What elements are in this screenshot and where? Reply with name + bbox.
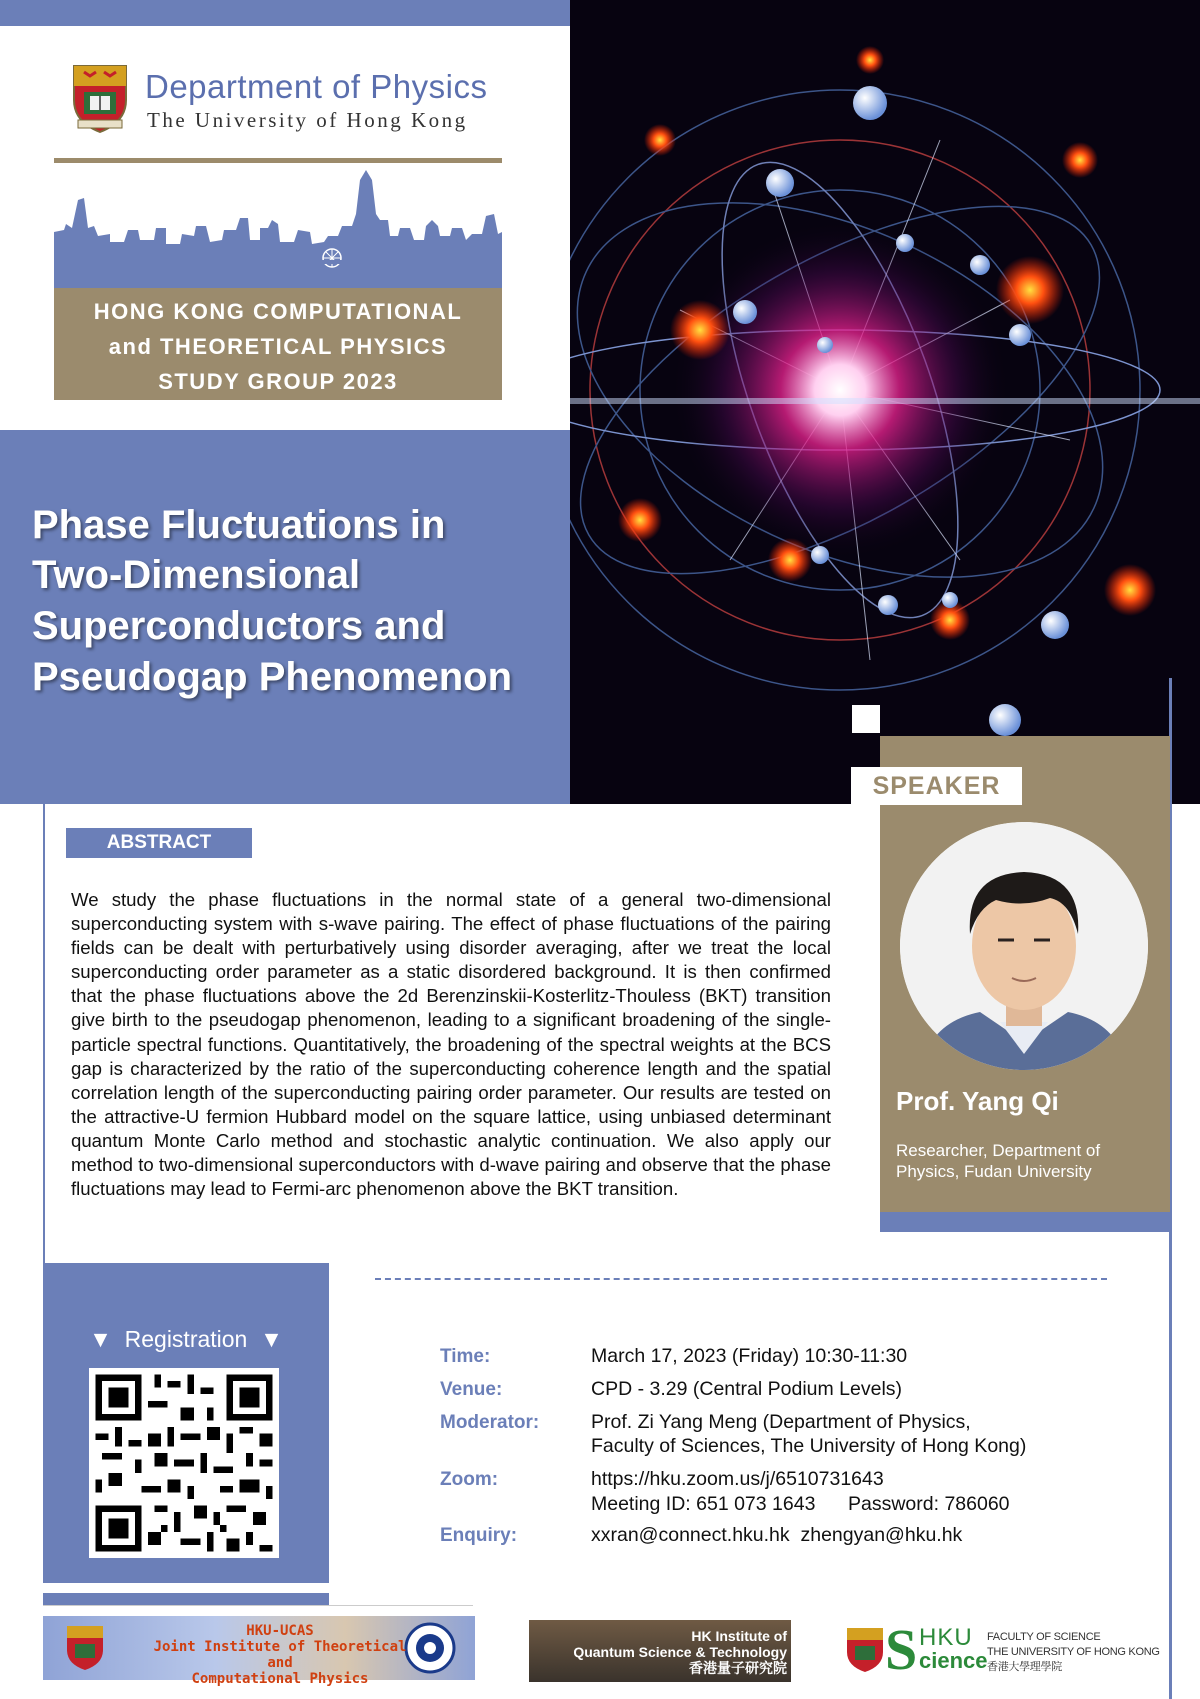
hku-ucas-logo-text bbox=[150, 1623, 410, 1687]
talk-title-line: Two-Dimensional bbox=[32, 553, 361, 597]
abstract-text: We study the phase fluctuations in the normal state of a general two-dimensional superconducting system with s-wave pairing. The effect of phase fluctuations of the pairing fields can be dealt with perturbatively using disorder averaging, after we treat the local superconducting order parameter as a static disordered background. It is then confirmed that the phase fluctuations above the 2d Berenzinskii-Kosterlitz-Thouless (BKT) transition give birth to the pseudogap phenomenon, leading to a significant broadening of the single-particle spectral functions. Quantitatively, the broadening of the spectral weights at the BCS gap is characterized by the ratio of the superconducting coherence length and the spatial correlation length of the superconducting pairing order parameter. Our results are tested on the attractive-U fermion Hubbard model on the square lattice, using unbiased determinant quantum Monte Carlo method and stochastic analytic continuation. We also apply our method to two-dimensional superconductors with d-wave pairing and observe that the phase fluctuations may lead to Fermi-arc phenomenon above the BKT transition. bbox=[71, 889, 831, 1200]
hku-science-text bbox=[987, 1630, 1160, 1675]
venue-label: Venue: bbox=[440, 1379, 503, 1400]
time-label: Time: bbox=[440, 1346, 491, 1367]
moderator-value-line1: Prof. Zi Yang Meng (Department of Physics, bbox=[591, 1411, 971, 1433]
sponsor-text-line: 香港量子研究院 bbox=[689, 1660, 787, 1676]
sponsor-text-line: HK Institute of bbox=[691, 1628, 787, 1644]
zoom-link[interactable]: https://hku.zoom.us/j/6510731643 bbox=[591, 1468, 884, 1490]
triangle-down-icon: ▼ bbox=[260, 1326, 283, 1352]
particle-physics-illustration bbox=[570, 0, 1200, 804]
left-accent-line bbox=[43, 804, 45, 1264]
talk-title-line: Superconductors and bbox=[32, 604, 446, 648]
triangle-down-icon: ▼ bbox=[89, 1326, 112, 1352]
header-divider bbox=[54, 158, 502, 163]
sponsor-text-line: Quantum Science & Technology bbox=[573, 1644, 787, 1660]
sponsor-text-line: Joint Institute of Theoretical and bbox=[153, 1639, 407, 1671]
footer-divider bbox=[43, 1605, 473, 1606]
talk-title-line: Phase Fluctuations in bbox=[32, 503, 446, 547]
sponsor-text-line: HKU-UCAS bbox=[246, 1623, 314, 1639]
abstract-label: ABSTRACT bbox=[66, 828, 252, 858]
university-title: The University of Hong Kong bbox=[147, 108, 468, 132]
enquiry-emails[interactable]: xxran@connect.hku.hk zhengyan@hku.hk bbox=[591, 1524, 963, 1546]
zoom-password: Password: 786060 bbox=[848, 1493, 1010, 1515]
study-group-line: HONG KONG COMPUTATIONAL bbox=[93, 299, 463, 324]
hong-kong-skyline-icon bbox=[54, 170, 502, 288]
study-group-line: and THEORETICAL PHYSICS bbox=[108, 334, 448, 359]
zoom-label: Zoom: bbox=[440, 1469, 499, 1490]
science-s-letter: S bbox=[885, 1617, 918, 1682]
registration-base-bar bbox=[43, 1593, 329, 1605]
time-value: March 17, 2023 (Friday) 10:30-11:30 bbox=[591, 1345, 908, 1367]
moderator-value-line2: Faculty of Sciences, The University of Hong Kong) bbox=[591, 1435, 1027, 1457]
hku-crest-icon bbox=[65, 1624, 105, 1672]
speaker-photo bbox=[900, 822, 1148, 1070]
speaker-affiliation: Researcher, Department of Physics, Fudan University bbox=[896, 1141, 1101, 1181]
hk-quantum-institute-text bbox=[531, 1628, 787, 1676]
registration-label: Registration bbox=[124, 1326, 248, 1352]
sponsor-text-line: THE UNIVERSITY OF HONG KONG bbox=[987, 1646, 1160, 1658]
study-group-line: STUDY GROUP 2023 bbox=[158, 369, 398, 394]
registration-heading bbox=[43, 1326, 329, 1353]
department-title: Department of Physics bbox=[145, 68, 488, 105]
speaker-label: SPEAKER bbox=[872, 772, 1001, 800]
enquiry-label: Enquiry: bbox=[440, 1525, 518, 1546]
hku-crest-icon bbox=[70, 62, 130, 134]
sponsor-text-line: FACULTY OF SCIENCE bbox=[987, 1631, 1101, 1643]
zoom-meeting-id: Meeting ID: 651 073 1643 bbox=[591, 1493, 816, 1515]
speaker-card-footer bbox=[880, 1212, 1171, 1232]
ucas-seal-icon bbox=[403, 1622, 457, 1674]
top-bar bbox=[0, 0, 570, 26]
moderator-label: Moderator: bbox=[440, 1412, 540, 1433]
science-word: cience bbox=[919, 1648, 988, 1673]
sponsor-text-line: 香港大學理學院 bbox=[987, 1661, 1062, 1673]
sponsor-text-line: Computational Physics bbox=[191, 1671, 369, 1687]
science-hku-letters: HKU bbox=[919, 1624, 973, 1651]
talk-title-line: Pseudogap Phenomenon bbox=[32, 655, 513, 699]
venue-value: CPD - 3.29 (Central Podium Levels) bbox=[591, 1378, 903, 1400]
hku-crest-icon bbox=[845, 1626, 885, 1674]
dashed-divider bbox=[375, 1278, 1107, 1280]
study-group-banner bbox=[54, 288, 502, 400]
registration-qr-code[interactable] bbox=[89, 1368, 279, 1558]
speaker-name: Prof. Yang Qi bbox=[896, 1086, 1059, 1116]
